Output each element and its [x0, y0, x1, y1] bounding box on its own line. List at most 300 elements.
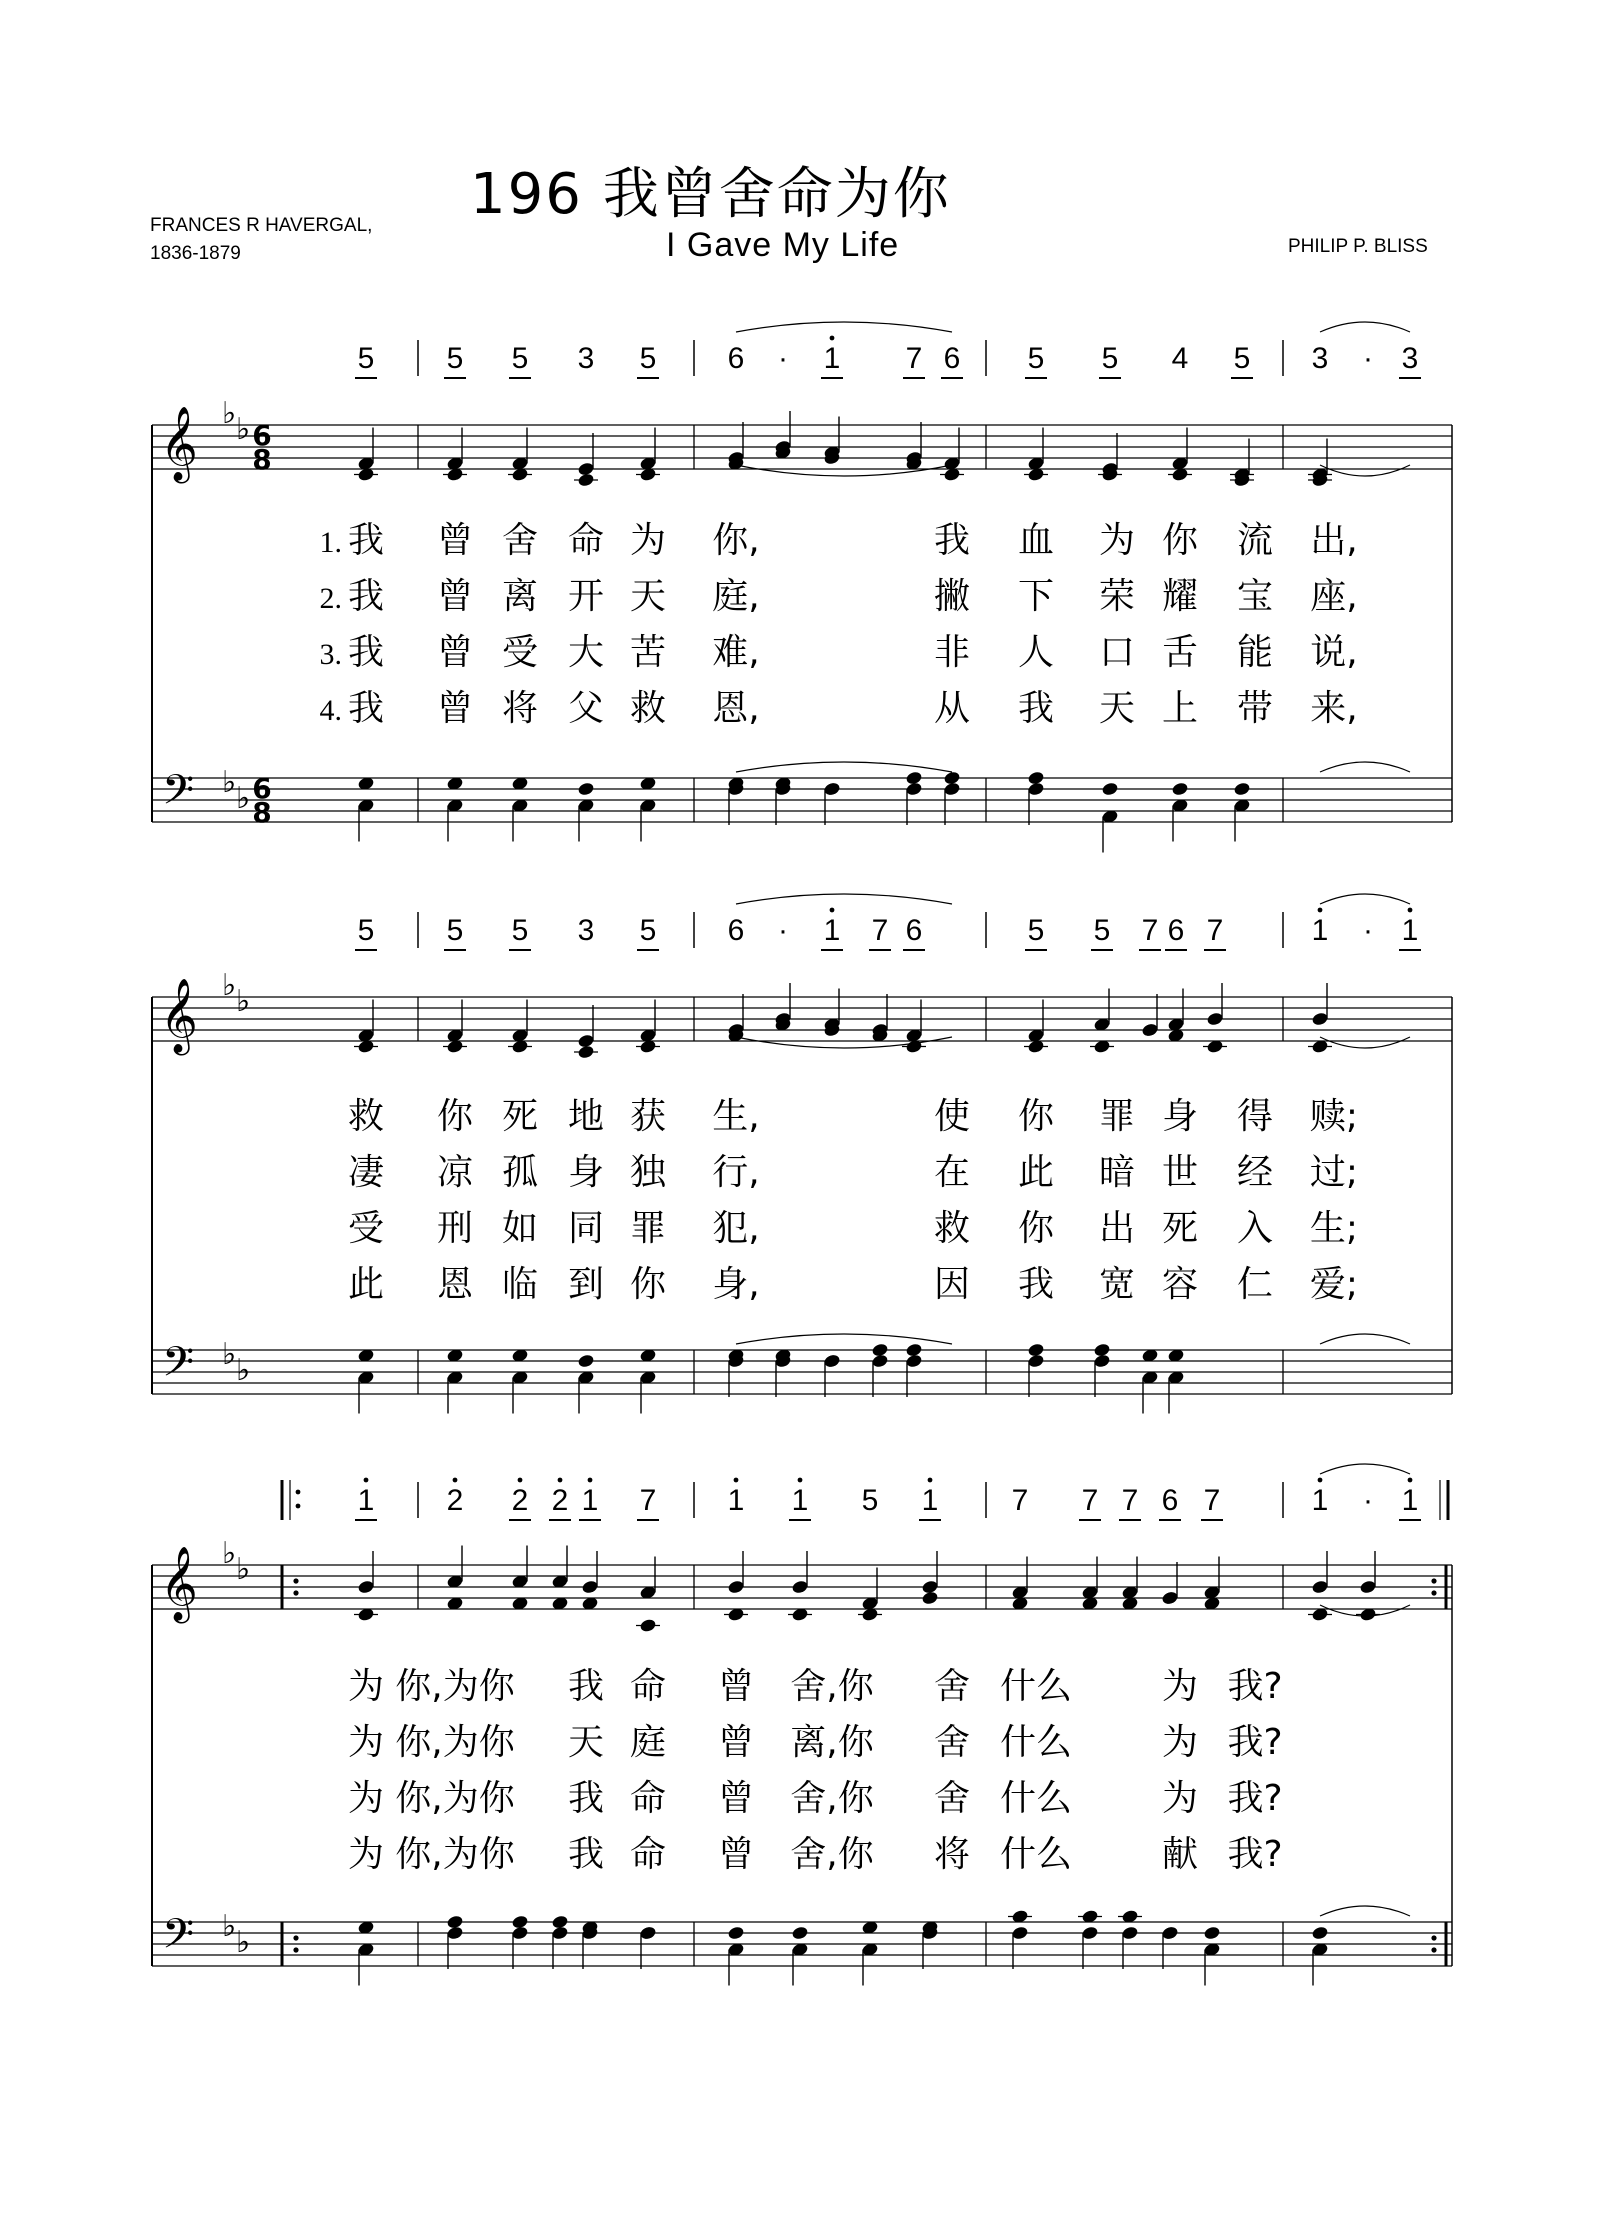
lyric-syllable: 苦 — [629, 632, 667, 673]
lyric-syllable: 曾 — [436, 520, 474, 561]
chord — [1161, 1562, 1179, 1606]
lyric-syllable: 此 — [347, 1264, 385, 1305]
lyric-syllable: 我 — [347, 576, 385, 617]
lyric-syllable: 我? — [1227, 1834, 1283, 1875]
lyric-syllable: 爱; — [1309, 1264, 1359, 1305]
lyric-verse-4 — [320, 688, 1358, 729]
jianpu-note: 1 — [823, 342, 841, 375]
lyric-syllable: 我 — [347, 520, 385, 561]
tie — [1320, 1037, 1410, 1048]
note-head — [1093, 1353, 1111, 1368]
lyric-syllable: 我 — [1017, 1264, 1055, 1305]
jianpu-note: 3 — [577, 342, 595, 375]
note-head — [727, 1925, 745, 1940]
lyric-syllable: 身 — [567, 1152, 605, 1193]
lyric-syllable: 身, — [712, 1264, 760, 1305]
lyric-syllable: 血 — [1017, 520, 1055, 561]
jianpu-note: 3 — [1401, 342, 1419, 375]
lyric-syllable: 获 — [629, 1096, 667, 1137]
jianpu-octave-dot — [1318, 1478, 1323, 1483]
tie — [1320, 762, 1410, 772]
jianpu-tie — [736, 894, 952, 904]
repeat-dot — [293, 1578, 298, 1583]
jianpu-note: 7 — [1011, 1484, 1029, 1517]
lyric-syllable: 如 — [501, 1208, 539, 1249]
jianpu-octave-dot — [928, 1478, 933, 1483]
jianpu-note: 6 — [727, 342, 745, 375]
jianpu-note: · — [778, 914, 788, 947]
lyric-syllable: 天 — [1098, 688, 1136, 729]
lyric-verse-4 — [348, 1264, 1358, 1305]
chord — [871, 1342, 889, 1397]
lyric-syllable: 你,为你 — [395, 1778, 515, 1819]
jianpu-note: 6 — [1167, 914, 1185, 947]
lyric-syllable: 我 — [347, 632, 385, 673]
lyric-syllable: 献 — [1161, 1834, 1199, 1875]
chord — [636, 1557, 660, 1634]
lyric-syllable: 恩 — [436, 1264, 474, 1305]
chord — [511, 776, 529, 842]
bass-clef-icon: 𝄢 — [162, 1910, 195, 1968]
note-head — [581, 1579, 599, 1594]
lyric-syllable: 宝 — [1236, 576, 1274, 617]
tie — [736, 762, 952, 772]
chord — [905, 770, 923, 825]
jianpu-note: 7 — [639, 1484, 657, 1517]
chord — [639, 776, 657, 842]
lyric-syllable: 上 — [1161, 688, 1199, 729]
lyric-syllable: 舍 — [933, 1778, 971, 1819]
lyric-syllable: 荣 — [1098, 576, 1136, 617]
lyric-syllable: 凉 — [436, 1152, 474, 1193]
lyrics — [320, 520, 1358, 729]
jianpu-note: 5 — [357, 342, 375, 375]
lyric-syllable: 说, — [1310, 632, 1358, 673]
lyric-syllable: 你 — [1017, 1096, 1055, 1137]
lyric-syllable: 曾 — [436, 632, 474, 673]
lyric-syllable: 你 — [629, 1264, 667, 1305]
lyric-syllable: 临 — [501, 1264, 539, 1305]
flat-icon: ♭ — [236, 984, 251, 1019]
jianpu-note: 6 — [943, 342, 961, 375]
chord — [1141, 994, 1159, 1038]
lyric-syllable: 我 — [1017, 688, 1055, 729]
lyric-syllable: 刑 — [436, 1208, 474, 1249]
lyric-syllable: 为 — [347, 1834, 385, 1875]
flat-icon: ♭ — [222, 1909, 237, 1944]
treble-clef-icon: 𝄞 — [160, 1547, 198, 1621]
jianpu-note: 1 — [1311, 1484, 1329, 1517]
jianpu-note: 7 — [905, 342, 923, 375]
jianpu-note: 1 — [1311, 914, 1329, 947]
lyric-syllable: 罪 — [629, 1208, 667, 1249]
lyric-syllable: 舍,你 — [790, 1666, 874, 1707]
chord — [1167, 1348, 1185, 1414]
flat-icon: ♭ — [236, 781, 251, 816]
jianpu-octave-dot — [1408, 908, 1413, 913]
repeat-dot — [296, 1490, 301, 1495]
note-head — [1311, 1925, 1329, 1940]
time-signature-top: 6 — [252, 419, 272, 452]
note-head — [1161, 1590, 1179, 1605]
lyric-syllable: 命 — [567, 520, 605, 561]
jianpu-tie — [1320, 322, 1410, 332]
lyric-verse-3 — [348, 1208, 1358, 1249]
jianpu-octave-dot — [518, 1478, 523, 1483]
lyric-syllable: 大 — [567, 632, 605, 673]
lyric-syllable: 我 — [567, 1834, 605, 1875]
system-3 — [152, 1464, 1452, 1986]
lyric-syllable: 救 — [629, 688, 667, 729]
lyric-syllable: 你,为你 — [395, 1722, 515, 1763]
chord — [921, 1551, 939, 1606]
jianpu-note: 5 — [446, 342, 464, 375]
repeat-dot — [293, 1590, 298, 1595]
lyric-syllable: 庭, — [712, 576, 760, 617]
time-signature-bottom: 8 — [252, 443, 272, 476]
lyric-verse-4 — [348, 1834, 1283, 1875]
bass-clef-icon: 𝄢 — [162, 1338, 195, 1396]
lyric-syllable: 将 — [933, 1834, 971, 1875]
lyric-syllable: 独 — [629, 1152, 667, 1193]
jianpu-note: 1 — [357, 1484, 375, 1517]
lyric-syllable: 为 — [347, 1666, 385, 1707]
jianpu-note: 5 — [1093, 914, 1111, 947]
jianpu-note: 7 — [1203, 1484, 1221, 1517]
chord — [1161, 1925, 1179, 1969]
jianpu-note: 1 — [1401, 1484, 1419, 1517]
lyric-verse-3 — [348, 1778, 1283, 1819]
jianpu-octave-dot — [734, 1478, 739, 1483]
treble-notes — [354, 1546, 1380, 1634]
lyric-syllable: 座, — [1310, 576, 1358, 617]
lyric-syllable: 非 — [933, 632, 971, 673]
lyric-syllable: 死 — [1161, 1208, 1199, 1249]
lyric-syllable: 过; — [1309, 1152, 1359, 1193]
lyric-syllable: 离 — [501, 576, 539, 617]
jianpu-note: 5 — [511, 342, 529, 375]
jianpu-note: 5 — [1027, 342, 1045, 375]
lyric-syllable: 天 — [629, 576, 667, 617]
lyric-syllable: 舌 — [1161, 632, 1199, 673]
jianpu-octave-dot — [588, 1478, 593, 1483]
chord — [1308, 439, 1332, 488]
tie — [736, 1334, 952, 1344]
jianpu-tie — [1320, 894, 1410, 904]
chord — [357, 776, 375, 842]
note-head — [1011, 1925, 1029, 1940]
bass-notes — [357, 1909, 1329, 1986]
lyric-syllable: 得 — [1236, 1096, 1274, 1137]
lyric-syllable: 你, — [712, 520, 760, 561]
jianpu-octave-dot — [1318, 908, 1323, 913]
note-head — [871, 1353, 889, 1368]
jianpu-note: 5 — [357, 914, 375, 947]
lyric-syllable: 父 — [567, 688, 605, 729]
lyric-syllable: 耀 — [1161, 576, 1199, 617]
note-head — [1027, 1353, 1045, 1368]
lyric-syllable: 曾 — [436, 688, 474, 729]
lyric-syllable: 在 — [933, 1152, 971, 1193]
lyric-syllable: 曾 — [717, 1834, 755, 1875]
lyric-verse-2 — [348, 1152, 1358, 1193]
chord — [511, 1546, 529, 1612]
lyric-syllable: 我? — [1227, 1778, 1283, 1819]
time-signature-bottom: 8 — [252, 796, 272, 829]
lyric-syllable: 庭 — [629, 1722, 667, 1763]
jianpu-note: 2 — [511, 1484, 529, 1517]
note-head — [1081, 1925, 1099, 1940]
chord — [357, 1348, 375, 1414]
chord — [823, 781, 841, 825]
jianpu-note: 5 — [511, 914, 529, 947]
jianpu-note: · — [1363, 914, 1373, 947]
lyric-syllable: 救 — [933, 1208, 971, 1249]
lyric-syllable: 下 — [1017, 576, 1055, 617]
author-name: FRANCES R HAVERGAL, — [150, 215, 373, 236]
repeat-dot — [1431, 1935, 1436, 1940]
jianpu-line — [355, 336, 1421, 378]
jianpu-note: 2 — [446, 1484, 464, 1517]
lyric-syllable: 来, — [1310, 688, 1358, 729]
lyric-syllable: 为 — [1161, 1778, 1199, 1819]
lyric-syllable: 将 — [501, 688, 539, 729]
treble-clef-icon: 𝄞 — [160, 979, 198, 1053]
repeat-dot — [1431, 1590, 1436, 1595]
lyric-syllable: 生, — [712, 1096, 760, 1137]
jianpu-note: 5 — [639, 914, 657, 947]
lyric-syllable: 什么 — [999, 1666, 1073, 1707]
tie — [736, 465, 952, 476]
jianpu-note: · — [1363, 1484, 1373, 1517]
lyric-syllable: 为 — [1098, 520, 1136, 561]
note-head — [639, 1925, 657, 1940]
jianpu-note: 1 — [1401, 914, 1419, 947]
note-head — [577, 781, 595, 796]
chord — [639, 1925, 657, 1969]
bass-notes — [357, 1342, 1185, 1413]
note-head — [823, 1353, 841, 1368]
jianpu-note: 1 — [581, 1484, 599, 1517]
lyric-syllable: 口 — [1098, 632, 1136, 673]
jianpu-note: 5 — [1027, 914, 1045, 947]
treble-clef-icon: 𝄞 — [160, 407, 198, 481]
jianpu-note: 1 — [921, 1484, 939, 1517]
lyric-syllable: 入 — [1236, 1208, 1274, 1249]
jianpu-note: 1 — [791, 1484, 809, 1517]
chord — [446, 1914, 464, 1969]
jianpu-note: 5 — [861, 1484, 879, 1517]
lyric-syllable: 开 — [567, 576, 605, 617]
chord — [574, 1005, 598, 1060]
jianpu-note: 2 — [551, 1484, 569, 1517]
tie — [1320, 1906, 1410, 1916]
note-head — [1161, 1925, 1179, 1940]
note-head — [1233, 781, 1251, 796]
lyric-syllable: 命 — [629, 1666, 667, 1707]
flat-icon: ♭ — [222, 1536, 237, 1571]
note-head — [921, 1590, 939, 1605]
lyric-syllable: 舍 — [501, 520, 539, 561]
lyric-syllable: 难, — [712, 632, 760, 673]
lyric-verse-3 — [320, 632, 1358, 673]
time-signature-top: 6 — [252, 772, 272, 805]
jianpu-octave-dot — [558, 1478, 563, 1483]
lyric-syllable: 为 — [347, 1722, 385, 1763]
flat-icon: ♭ — [236, 1552, 251, 1587]
jianpu-note: 5 — [1233, 342, 1251, 375]
lyric-syllable: 生; — [1309, 1208, 1359, 1249]
jianpu-note: 7 — [1141, 914, 1159, 947]
tie — [1320, 1334, 1410, 1344]
repeat-dot — [293, 1935, 298, 1940]
lyric-syllable: 我 — [567, 1778, 605, 1819]
lyric-syllable: 舍 — [933, 1666, 971, 1707]
jianpu-note: 5 — [446, 914, 464, 947]
jianpu-note: · — [1363, 342, 1373, 375]
lyric-syllable: 罪 — [1098, 1096, 1136, 1137]
lyric-syllable: 撇 — [933, 576, 971, 617]
jianpu-note: 1 — [823, 914, 841, 947]
lyric-syllable: 我 — [567, 1666, 605, 1707]
lyric-verse-1 — [348, 1096, 1358, 1137]
verse-number: 4. — [319, 694, 342, 727]
jianpu-note: 6 — [905, 914, 923, 947]
lyric-syllable: 舍,你 — [790, 1834, 874, 1875]
lyric-syllable: 经 — [1236, 1152, 1274, 1193]
lyric-syllable: 从 — [933, 688, 971, 729]
chord — [581, 1551, 599, 1611]
repeat-dot — [1431, 1578, 1436, 1583]
flat-icon: ♭ — [222, 396, 237, 431]
note-head — [905, 781, 923, 796]
treble-staff — [152, 997, 1452, 1041]
jianpu-octave-dot — [453, 1478, 458, 1483]
lyric-verse-2 — [320, 576, 1358, 617]
composer-credit: PHILIP P. BLISS — [1288, 236, 1428, 257]
lyric-syllable: 曾 — [717, 1778, 755, 1819]
flat-icon: ♭ — [236, 1925, 251, 1960]
lyric-syllable: 曾 — [436, 576, 474, 617]
jianpu-note: 5 — [1101, 342, 1119, 375]
note-head — [1359, 1579, 1377, 1594]
lyric-syllable: 你,为你 — [395, 1834, 515, 1875]
chord — [446, 1348, 464, 1414]
lyric-syllable: 犯, — [712, 1208, 760, 1249]
lyric-syllable: 到 — [567, 1264, 605, 1305]
jianpu-octave-dot — [830, 908, 835, 913]
chord — [823, 989, 841, 1038]
lyric-syllable: 仁 — [1236, 1264, 1274, 1305]
lyric-syllable: 什么 — [999, 1722, 1073, 1763]
system-1 — [152, 322, 1452, 853]
chord — [446, 776, 464, 842]
lyric-syllable: 赎; — [1309, 1096, 1359, 1137]
lyric-syllable: 天 — [567, 1722, 605, 1763]
bass-clef-icon: 𝄢 — [162, 766, 195, 824]
lyric-syllable: 地 — [567, 1096, 605, 1137]
chord — [1027, 770, 1045, 825]
jianpu-note: 6 — [727, 914, 745, 947]
lyric-syllable: 行, — [712, 1152, 760, 1193]
hymn-subtitle: I Gave My Life — [666, 226, 900, 264]
lyric-syllable: 你 — [436, 1096, 474, 1137]
bass-staff — [152, 778, 1452, 822]
note-head — [511, 1925, 529, 1940]
lyric-syllable: 舍,你 — [790, 1778, 874, 1819]
note-head — [943, 781, 961, 796]
jianpu-tie — [736, 322, 952, 332]
chord — [1027, 1342, 1045, 1397]
lyric-syllable: 能 — [1236, 632, 1274, 673]
lyric-syllable: 使 — [933, 1096, 971, 1137]
author-years: 1836-1879 — [150, 243, 241, 264]
jianpu-note: · — [778, 342, 788, 375]
chord — [551, 1546, 569, 1612]
note-head — [1311, 1011, 1329, 1026]
note-head — [791, 1579, 809, 1594]
lyric-syllable: 暗 — [1098, 1152, 1136, 1193]
note-head — [823, 781, 841, 796]
lyric-syllable: 我? — [1227, 1722, 1283, 1763]
jianpu-note: 7 — [1081, 1484, 1099, 1517]
lyric-syllable: 宽 — [1098, 1264, 1136, 1305]
chord — [823, 1353, 841, 1397]
lyrics — [348, 1666, 1283, 1875]
chord — [1118, 1909, 1142, 1969]
verse-number: 3. — [319, 638, 342, 671]
lyric-syllable: 人 — [1017, 632, 1055, 673]
note-head — [1141, 1022, 1159, 1037]
lyric-syllable: 世 — [1161, 1152, 1199, 1193]
lyric-syllable: 出, — [1310, 520, 1358, 561]
lyric-syllable: 什么 — [999, 1834, 1073, 1875]
note-head — [791, 1925, 809, 1940]
lyric-syllable: 曾 — [717, 1722, 755, 1763]
note-head — [727, 1579, 745, 1594]
chord — [1230, 439, 1254, 488]
jianpu-tie — [1320, 1464, 1410, 1474]
lyric-verse-1 — [348, 1666, 1283, 1707]
chord — [1101, 781, 1119, 852]
lyric-syllable: 命 — [629, 1834, 667, 1875]
flat-icon: ♭ — [222, 968, 237, 1003]
lyric-syllable: 出 — [1098, 1208, 1136, 1249]
jianpu-note: 5 — [639, 342, 657, 375]
lyric-syllable: 身 — [1161, 1096, 1199, 1137]
jianpu-note: 4 — [1171, 342, 1189, 375]
jianpu-note: 1 — [727, 1484, 745, 1517]
chord — [574, 433, 598, 488]
lyric-syllable: 你,为你 — [395, 1666, 515, 1707]
chord — [511, 1348, 529, 1414]
repeat-dot — [296, 1504, 301, 1509]
repeat-dot — [293, 1947, 298, 1952]
lyric-syllable: 我 — [933, 520, 971, 561]
lyric-syllable: 命 — [629, 1778, 667, 1819]
jianpu-octave-dot — [1408, 1478, 1413, 1483]
lyric-syllable: 为 — [1161, 1666, 1199, 1707]
chord — [1078, 1909, 1102, 1969]
note-head — [446, 1925, 464, 1940]
lyric-verse-2 — [348, 1722, 1283, 1763]
note-head — [1203, 1925, 1221, 1940]
lyric-syllable: 死 — [501, 1096, 539, 1137]
chord — [1008, 1909, 1032, 1969]
note-head — [1121, 1925, 1139, 1940]
lyric-syllable: 因 — [933, 1264, 971, 1305]
lyric-syllable: 你 — [1017, 1208, 1055, 1249]
